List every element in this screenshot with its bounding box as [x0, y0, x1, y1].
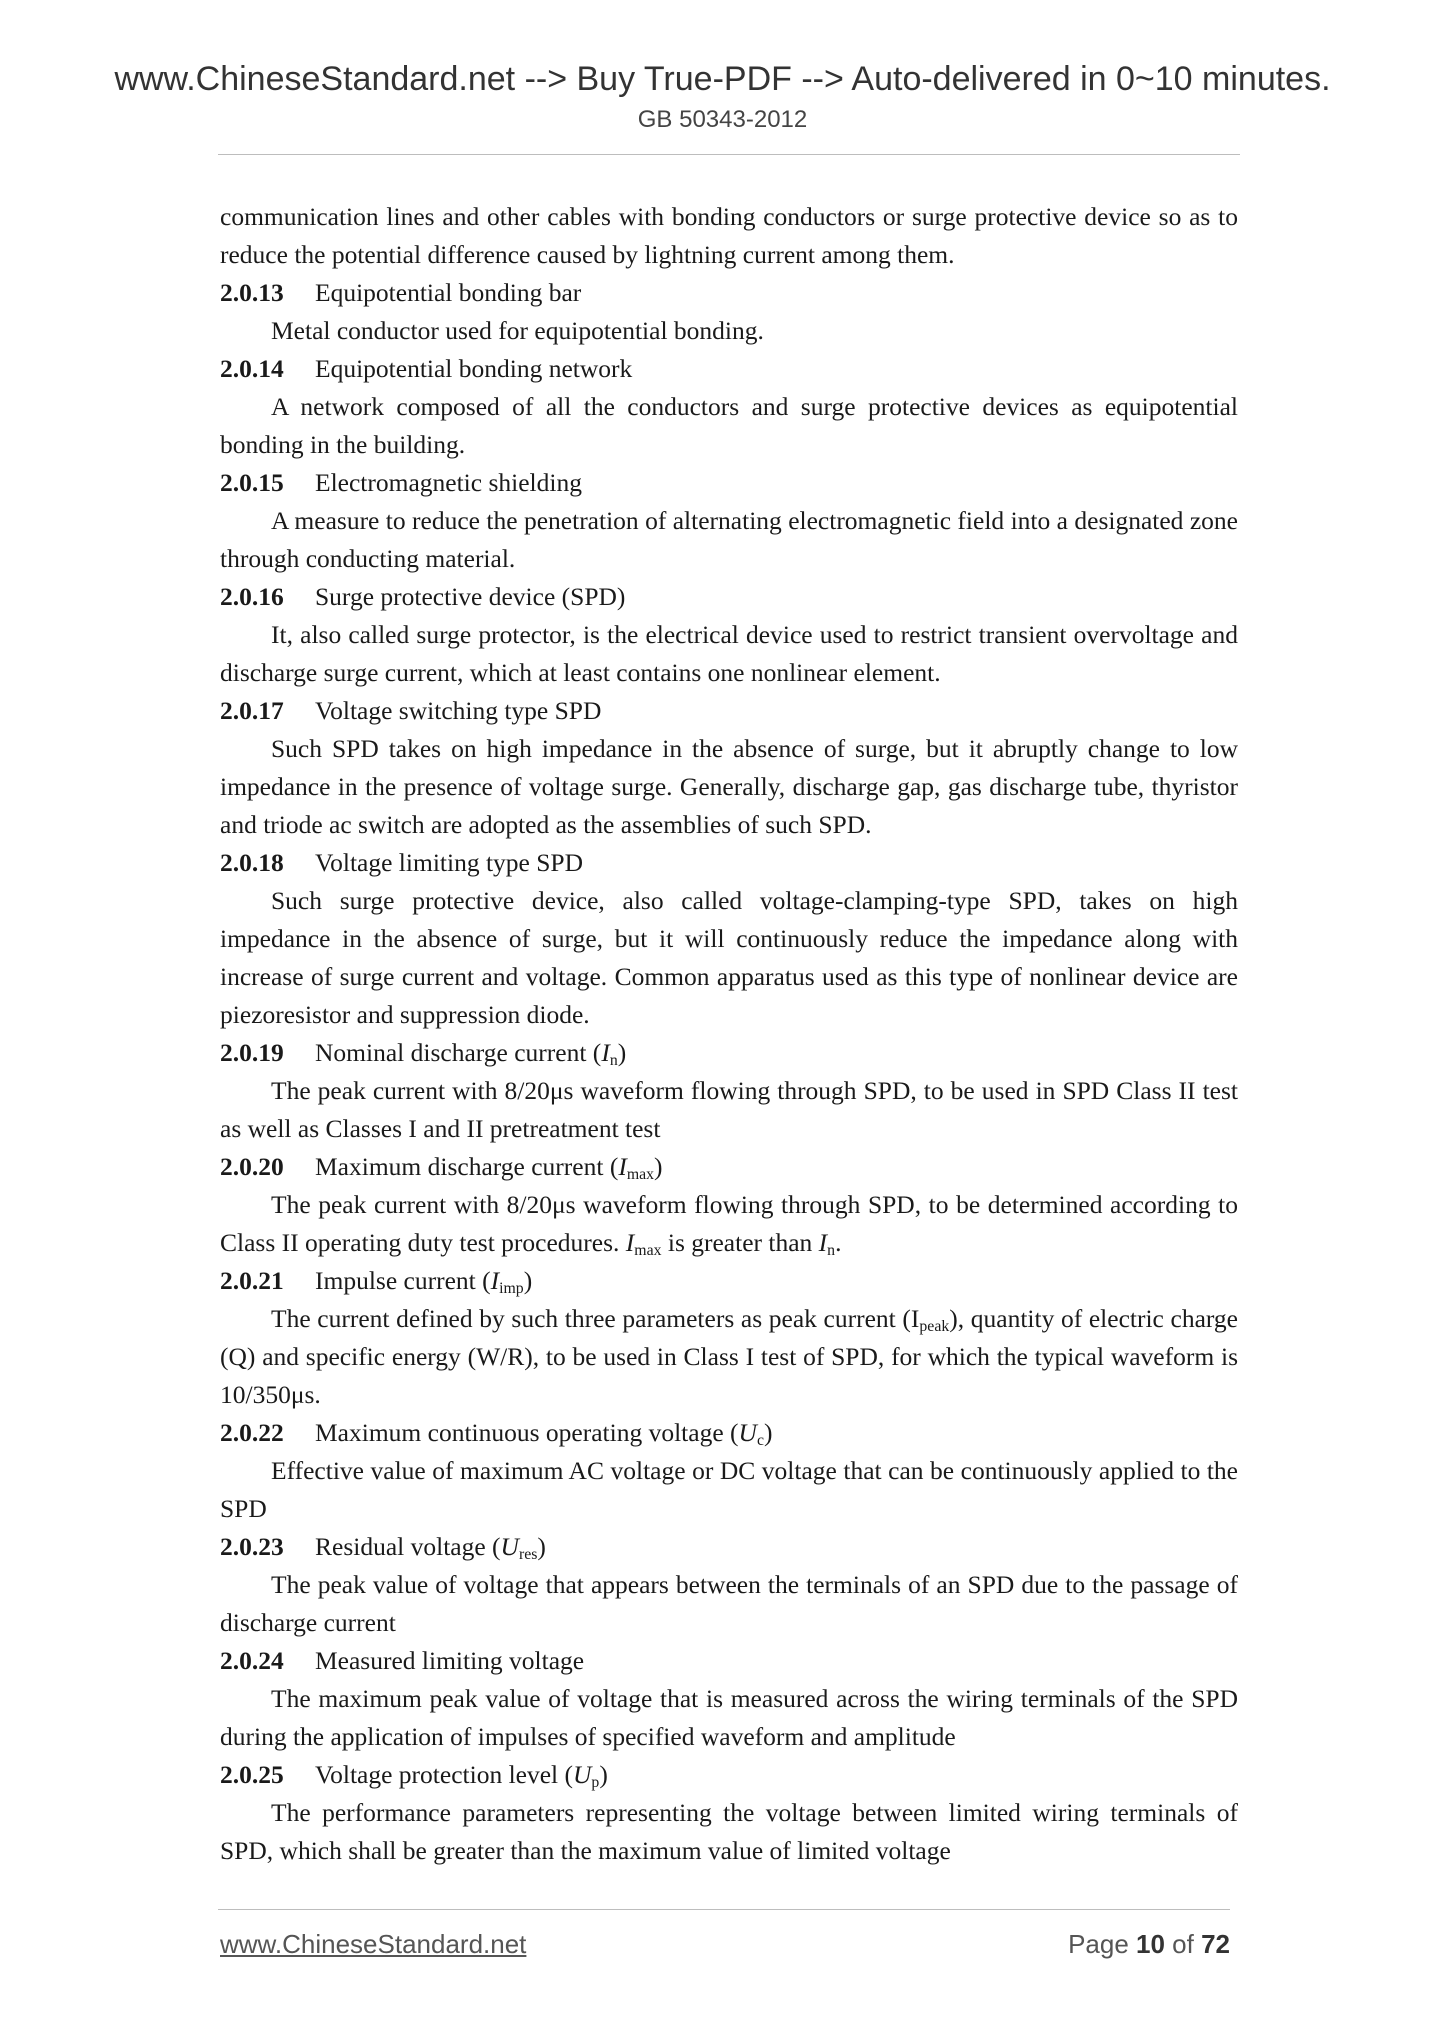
- footer-divider: [218, 1909, 1230, 1910]
- entry-number: 2.0.22: [220, 1418, 284, 1447]
- symbol-subscript: p: [591, 1773, 600, 1791]
- symbol: I: [601, 1038, 610, 1067]
- entry-number: 2.0.15: [220, 468, 284, 497]
- entry-heading: [220, 1528, 1238, 1566]
- title-close: ): [763, 1418, 773, 1447]
- symbol-subscript: c: [756, 1431, 764, 1449]
- symbol: U: [573, 1760, 592, 1789]
- entry-body: The maximum peak value of voltage that is measured across the wiring terminals of the SPD during the application of impulses of specified waveform and amplitude: [220, 1684, 1238, 1751]
- entry-title: Measured limiting voltage: [315, 1646, 585, 1675]
- entry-title: Voltage switching type SPD: [315, 696, 602, 725]
- title-close: ): [654, 1152, 663, 1181]
- entry-heading: [220, 1148, 1238, 1186]
- entry-title: Equipotential bonding bar: [315, 278, 582, 307]
- entry-number: 2.0.24: [220, 1646, 284, 1675]
- body-text: The current defined by such three parameters as peak current (I: [271, 1304, 920, 1333]
- entry-title: Equipotential bonding network: [315, 354, 633, 383]
- footer-site-link[interactable]: www.ChineseStandard.net: [220, 1929, 527, 1959]
- entry-number: 2.0.23: [220, 1532, 284, 1561]
- symbol-subscript: max: [634, 1241, 662, 1259]
- symbol-subscript: n: [827, 1241, 836, 1259]
- entry-body: It, also called surge protector, is the electrical device used to restrict transient overvoltage and discharge surge current, which at least contains one nonlinear element.: [220, 620, 1238, 687]
- title-close: ): [523, 1266, 533, 1295]
- symbol: I: [818, 1228, 828, 1257]
- entry-body: [220, 1300, 1238, 1414]
- entry-title: Nominal discharge current (: [315, 1038, 602, 1067]
- symbol: I: [618, 1152, 627, 1181]
- entry-heading: [220, 578, 1238, 616]
- body-text: The peak current with 8/20μs waveform flowing through SPD, to be determined according to Class II operating duty test procedures.: [220, 1190, 1238, 1257]
- symbol: U: [738, 1418, 757, 1447]
- entry-body: [220, 1186, 1238, 1262]
- entry-title: Maximum continuous operating voltage (: [315, 1418, 739, 1447]
- symbol: I: [625, 1228, 635, 1257]
- entry-heading: [220, 1034, 1238, 1072]
- title-close: ): [537, 1532, 546, 1561]
- entry-body: The performance parameters representing the voltage between limited wiring terminals of SPD, which shall be greater than the maximum value of limited voltage: [220, 1798, 1238, 1865]
- entry-title: Voltage protection level (: [315, 1760, 573, 1789]
- entry-title: Voltage limiting type SPD: [315, 848, 583, 877]
- entry-heading: [220, 350, 1238, 388]
- entry-heading: [220, 274, 1238, 312]
- page-prefix: Page: [1068, 1929, 1137, 1959]
- symbol-subscript: max: [626, 1165, 655, 1183]
- entry-body: Such SPD takes on high impedance in the absence of surge, but it abruptly change to low impedance in the presence of voltage surge. Generally, discharge gap, gas discharge tube, thyristor and triode ac switch are adopted as the assemblies of such SPD.: [220, 734, 1238, 839]
- entry-title: Impulse current (: [315, 1266, 491, 1295]
- entry-body: A measure to reduce the penetration of alternating electromagnetic field into a designated zone through conducting material.: [220, 506, 1238, 573]
- page-current: 10: [1136, 1929, 1165, 1959]
- entry-body: The peak current with 8/20μs waveform flowing through SPD, to be used in SPD Class II test as well as Classes I and II pretreatment test: [220, 1076, 1238, 1143]
- entry-body: The peak value of voltage that appears between the terminals of an SPD due to the passage of discharge current: [220, 1570, 1238, 1637]
- entry-number: 2.0.16: [220, 582, 284, 611]
- entry-heading: [220, 1756, 1238, 1794]
- entry-heading: [220, 464, 1238, 502]
- entry-number: 2.0.21: [220, 1266, 284, 1295]
- entry-number: 2.0.19: [220, 1038, 284, 1067]
- standard-code: GB 50343-2012: [637, 106, 808, 133]
- entry-heading: [220, 1262, 1238, 1300]
- entry-body: Metal conductor used for equipotential bonding.: [271, 316, 764, 345]
- entry-number: 2.0.13: [220, 278, 284, 307]
- page-of: of: [1164, 1929, 1202, 1959]
- page-indicator: [1068, 1929, 1230, 1960]
- entry-heading: [220, 1414, 1238, 1452]
- header-divider: [218, 154, 1240, 155]
- document-body: [220, 198, 1238, 1870]
- title-close: ): [599, 1760, 608, 1789]
- site-banner: www.ChineseStandard.net --> Buy True-PDF --> Auto-delivered in 0~10 minutes.: [114, 60, 1331, 98]
- entry-title: Electromagnetic shielding: [315, 468, 582, 497]
- symbol: I: [490, 1266, 500, 1295]
- entry-body: Such surge protective device, also called voltage-clamping-type SPD, takes on high impedance in the absence of surge, but it will continuously reduce the impedance along with increase of surge current and voltage. Common apparatus used as this type of nonlinear device are piezoresistor and suppression diode.: [220, 886, 1238, 1029]
- entry-number: 2.0.25: [220, 1760, 284, 1789]
- entry-number: 2.0.17: [220, 696, 284, 725]
- symbol-subscript: imp: [499, 1279, 524, 1297]
- symbol: U: [500, 1532, 519, 1561]
- body-text: is greater than: [661, 1228, 819, 1257]
- entry-number: 2.0.18: [220, 848, 284, 877]
- entry-heading: [220, 844, 1238, 882]
- entry-body: Effective value of maximum AC voltage or DC voltage that can be continuously applied to the SPD: [220, 1456, 1238, 1523]
- entry-number: 2.0.14: [220, 354, 284, 383]
- body-text: ), quantity of electric charge (Q) and specific energy (W/R), to be used in Class I test of SPD, for which the typical waveform is 10/350μs.: [220, 1304, 1239, 1409]
- entry-title: Surge protective device (SPD): [315, 582, 626, 611]
- title-close: ): [617, 1038, 627, 1067]
- entry-title: Maximum discharge current (: [315, 1152, 619, 1181]
- symbol-subscript: peak: [919, 1317, 950, 1335]
- entry-heading: [220, 1642, 1238, 1680]
- entry-heading: [220, 692, 1238, 730]
- symbol-subscript: n: [609, 1051, 618, 1069]
- intro-paragraph: communication lines and other cables with bonding conductors or surge protective device so as to reduce the potential difference caused by lightning current among them.: [220, 202, 1238, 269]
- entry-title: Residual voltage (: [315, 1532, 501, 1561]
- entry-number: 2.0.20: [220, 1152, 284, 1181]
- entry-body: A network composed of all the conductors and surge protective devices as equipotential bonding in the building.: [220, 392, 1238, 459]
- symbol-subscript: res: [518, 1545, 538, 1563]
- body-text: .: [835, 1228, 842, 1257]
- page-total: 72: [1201, 1929, 1230, 1959]
